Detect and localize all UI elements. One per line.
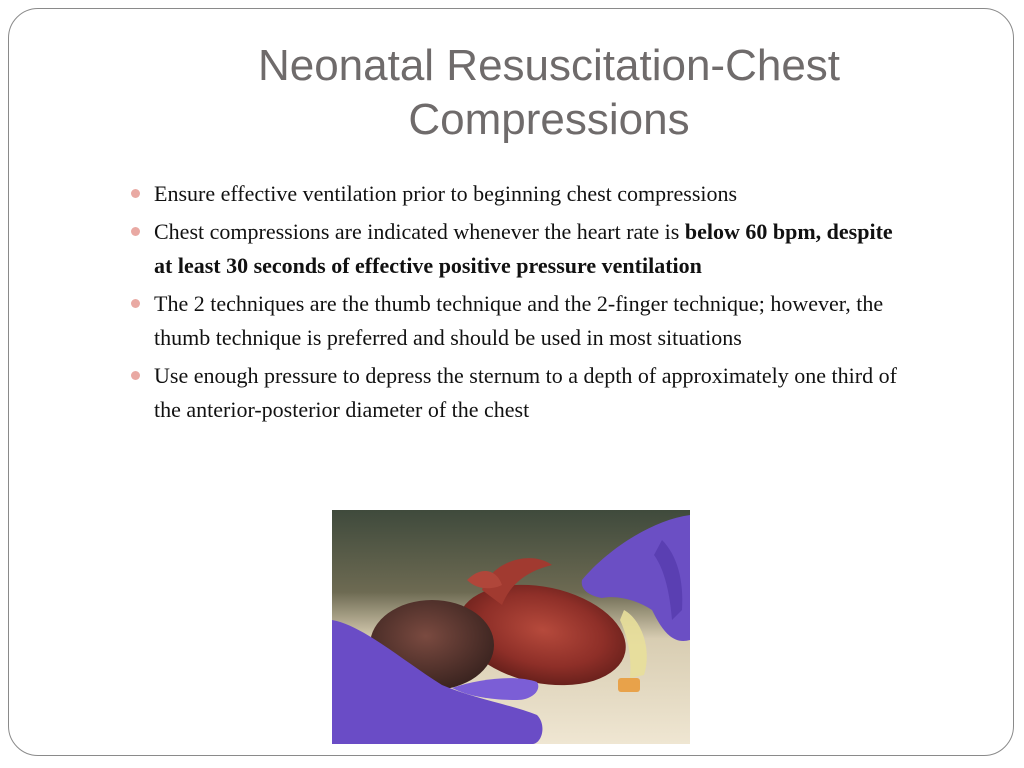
bullet-dot-icon — [131, 189, 140, 198]
bullet-list — [129, 177, 899, 431]
bullet-dot-icon — [131, 227, 140, 236]
photo-illustration — [332, 510, 690, 744]
bullet-text: Chest compressions are indicated whenever the heart rate is — [154, 219, 685, 244]
umbilical-clamp — [618, 678, 640, 692]
neonate-chest-compression-photo — [332, 510, 690, 744]
bullet-text: Ensure effective ventilation prior to beginning chest compressions — [154, 181, 738, 206]
title-line-1: Neonatal Resuscitation-Chest — [257, 41, 841, 90]
bullet-item — [129, 359, 899, 427]
bullet-dot-icon — [131, 299, 140, 308]
title-line-2: Compressions — [408, 95, 690, 144]
bullet-text: The 2 techniques are the thumb technique and the 2-finger technique; however, the thumb technique is preferred and should be used in most situations — [154, 291, 884, 350]
bullet-text-bold: below 60 bpm, despite at least 30 seconds of effective positive pressure ventilation — [154, 219, 893, 278]
bullet-item — [129, 287, 899, 355]
bullet-text: Use enough pressure to depress the sternum to a depth of approximately one third of the anterior-posterior diameter of the chest — [154, 363, 897, 422]
bullet-item — [129, 215, 899, 283]
slide-title — [209, 39, 889, 147]
bullet-item — [129, 177, 899, 211]
bullet-dot-icon — [131, 371, 140, 380]
